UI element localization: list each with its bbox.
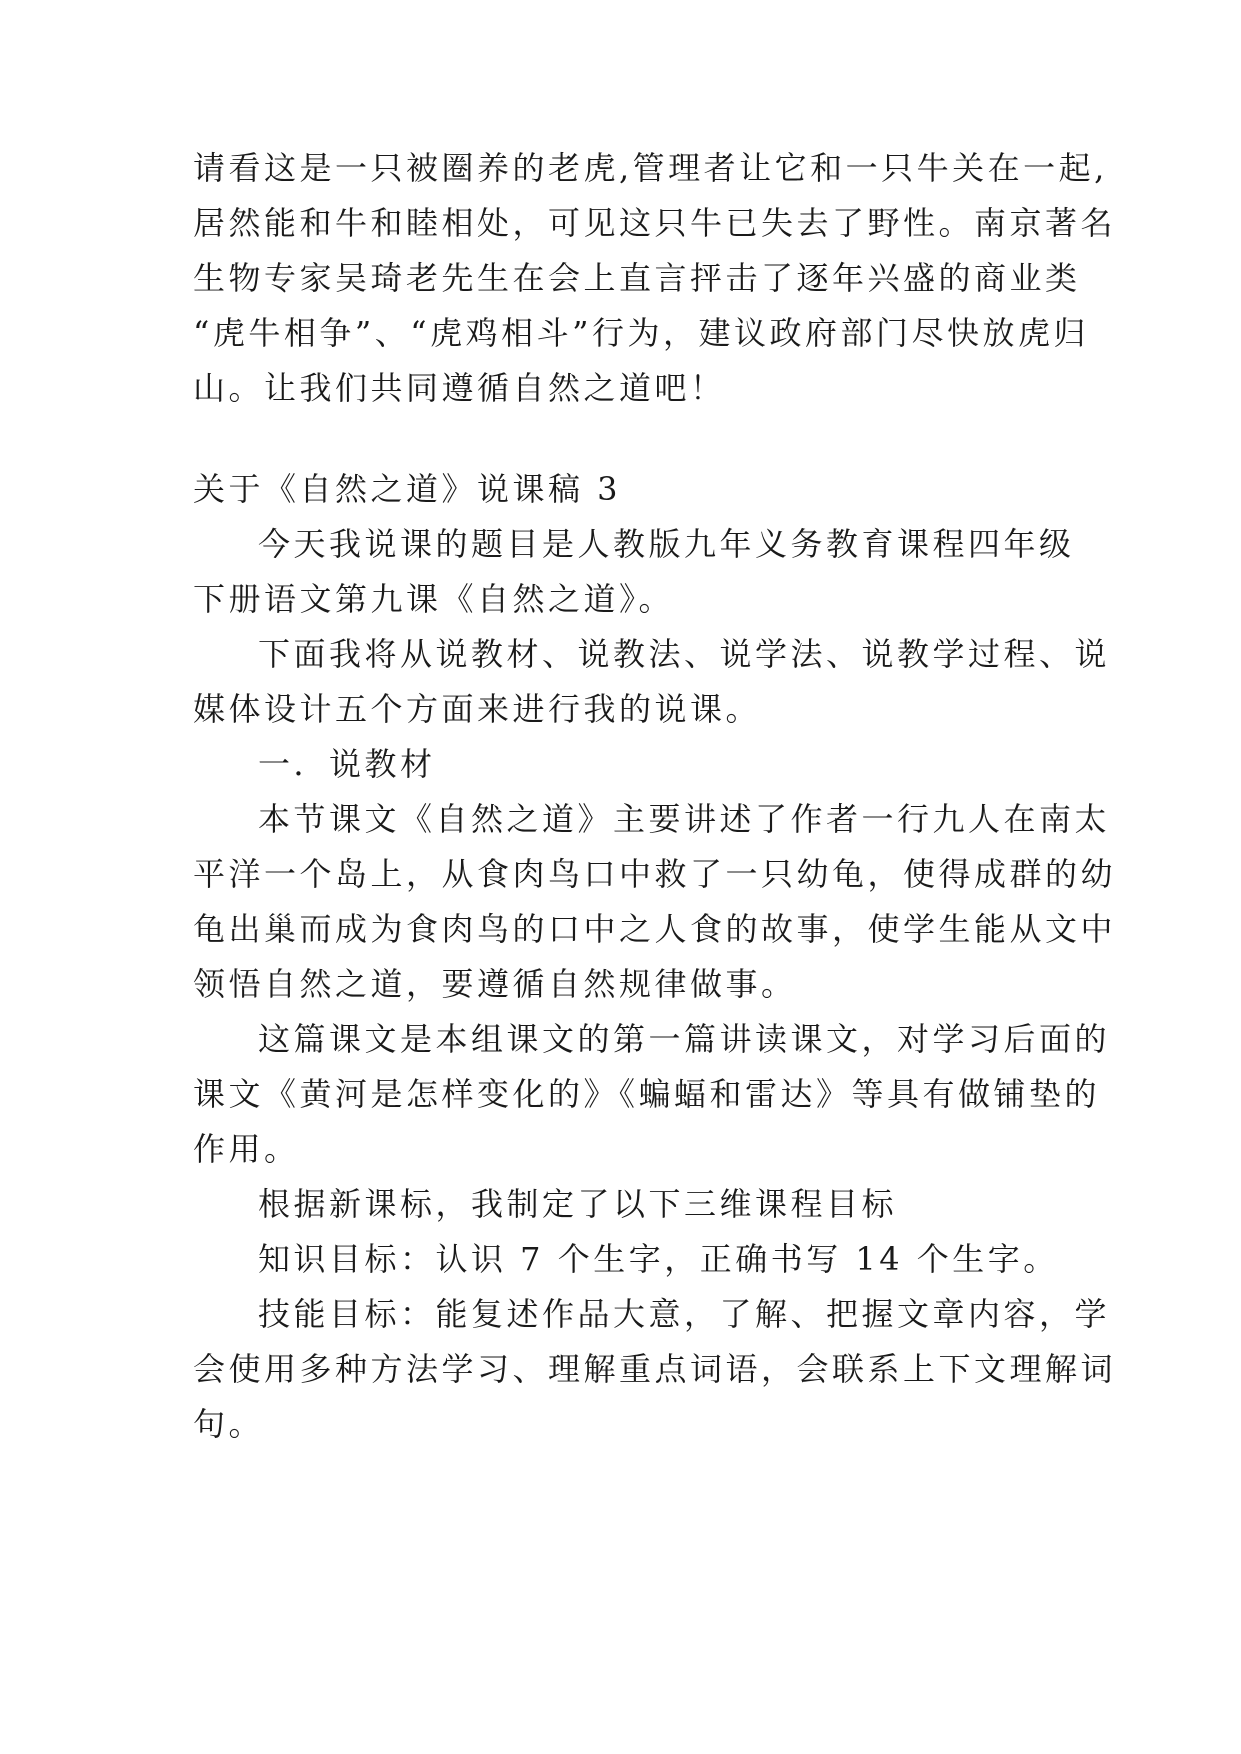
subheading: 一．说教材 <box>258 745 436 783</box>
paragraph-line: 下册语文第九课《自然之道》。 <box>193 580 675 618</box>
paragraph-line: 居然能和牛和睦相处，可见这只牛已失去了野性。南京著名 <box>193 204 1117 242</box>
paragraph-line: 媒体设计五个方面来进行我的说课。 <box>193 690 762 728</box>
paragraph-line: 龟出巢而成为食肉鸟的口中之人食的故事，使学生能从文中 <box>193 910 1117 948</box>
paragraph-line: 今天我说课的题目是人教版九年义务教育课程四年级 <box>258 525 1075 563</box>
paragraph-line: 下面我将从说教材、说教法、说学法、说教学过程、说 <box>258 635 1111 673</box>
paragraph-line: 本节课文《自然之道》主要讲述了作者一行九人在南太 <box>258 800 1111 838</box>
paragraph-line: 技能目标：能复述作品大意，了解、把握文章内容，学 <box>258 1295 1111 1333</box>
paragraph-line: 会使用多种方法学习、理解重点词语，会联系上下文理解词 <box>193 1350 1117 1388</box>
paragraph-line: 作用。 <box>193 1130 300 1168</box>
paragraph-line: “虎牛相争”、“虎鸡相斗”行为，建议政府部门尽快放虎归 <box>193 314 1089 352</box>
paragraph-line: 知识目标：认识 7 个生字，正确书写 14 个生字。 <box>258 1240 1059 1278</box>
paragraph-line: 课文《黄河是怎样变化的》《蝙蝠和雷达》等具有做铺垫的 <box>193 1075 1101 1113</box>
paragraph-line: 生物专家吴琦老先生在会上直言抨击了逐年兴盛的商业类 <box>193 259 1081 297</box>
paragraph-line: 句。 <box>193 1405 265 1443</box>
paragraph-line: 领悟自然之道，要遵循自然规律做事。 <box>193 965 797 1003</box>
paragraph-line: 山。让我们共同遵循自然之道吧！ <box>193 369 726 407</box>
paragraph-line: 这篇课文是本组课文的第一篇讲读课文，对学习后面的 <box>258 1020 1111 1058</box>
paragraph-line: 请看这是一只被圈养的老虎,管理者让它和一只牛关在一起, <box>193 149 1108 187</box>
paragraph-line: 根据新课标，我制定了以下三维课程目标 <box>258 1185 898 1223</box>
section-heading: 关于《自然之道》说课稿 3 <box>193 470 622 508</box>
paragraph-line: 平洋一个岛上，从食肉鸟口中救了一只幼龟，使得成群的幼 <box>193 855 1117 893</box>
